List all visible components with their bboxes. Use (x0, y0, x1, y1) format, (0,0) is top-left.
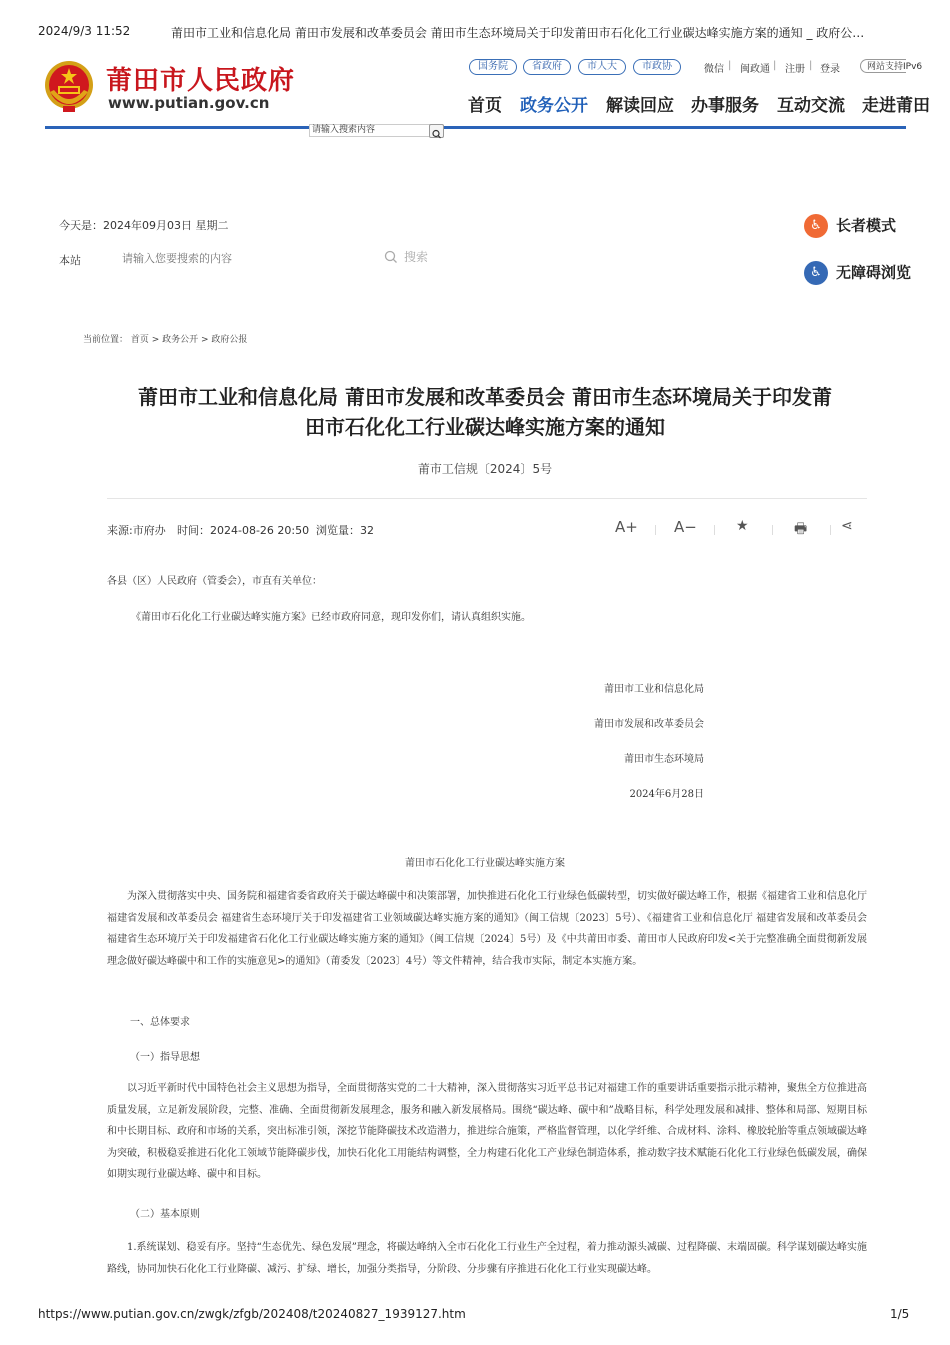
signatory-2: 莆田市发展和改革委员会 (594, 719, 704, 730)
elder-mode-button[interactable] (804, 214, 896, 238)
nav-interpretation[interactable]: 解读回应 (606, 96, 674, 116)
search-icon (384, 250, 398, 264)
minzhengtong-link[interactable]: 闽政通 (740, 64, 770, 75)
print-page-number: 1/5 (890, 1307, 910, 1321)
print-url: https://www.putian.gov.cn/zwgk/zfgb/202408/t20240827_1939127.htm (38, 1307, 466, 1321)
share-icon[interactable]: ⋖ (841, 518, 853, 534)
divider: | (728, 60, 732, 71)
tool-divider (830, 525, 831, 535)
link-city-congress[interactable]: 市人大 (578, 59, 626, 75)
signing-date: 2024年6月28日 (629, 789, 704, 800)
preamble-paragraph: 为深入贯彻落实中央、国务院和福建省委省政府关于碳达峰碳中和决策部署，加快推进石化化工行业绿色低碳转型，切实做好碳达峰工作，根据《福建省工业和信息化厅 福建省发展和改革委员会 福建省生态环境厅关于印发福建省工业领域碳达峰实施方案的通知》（闽工信规〔2023〕5号）、《福建省工业和信息化厅 福建省发展和改革委员会 福建省生态环境厅关于印发福建省石化化工行业碳达峰实施方案的通知》（闽工信规〔2024〕5号）及《中共莆田市委、莆田市人民政府印发<关于完整准确全面贯彻新发展理念做好碳达峰碳中和工作的实施意见>的通知》（莆委发〔2023〕4号）等文件精神，结合我市实际，制定本实施方案。 (107, 891, 867, 967)
signatory-3: 莆田市生态环境局 (624, 754, 704, 765)
link-state-council[interactable]: 国务院 (469, 59, 517, 75)
article-title-line2: 田市石化化工行业碳达峰实施方案的通知 (305, 415, 665, 439)
document-number: 莆市工信规〔2024〕5号 (417, 462, 553, 476)
subsection-heading: （二）基本原则 (130, 1209, 200, 1220)
subsection-heading: （一）指导思想 (130, 1052, 200, 1063)
register-link[interactable]: 注册 (785, 64, 805, 75)
article-title (100, 382, 870, 442)
accessibility-button[interactable] (804, 261, 912, 285)
search-scope-label: 本站 (59, 254, 81, 267)
site-url: www.putian.gov.cn (108, 94, 270, 112)
print-icon[interactable]: 🖶 (794, 521, 808, 537)
article-source: 来源:市府办 (107, 524, 166, 537)
print-datetime: 2024/9/3 11:52 (38, 24, 131, 38)
article-views: 浏览量：32 (316, 524, 374, 537)
font-decrease-button[interactable]: A− (674, 518, 697, 536)
section-heading: 一、总体要求 (130, 1017, 190, 1028)
site-search-input[interactable] (120, 248, 386, 268)
ipv6-badge: 网站支持IPv6 (860, 59, 906, 73)
search-button-label: 搜索 (404, 250, 429, 264)
salutation: 各县（区）人民政府（管委会），市直有关单位： (107, 576, 322, 587)
link-province-gov[interactable]: 省政府 (523, 59, 571, 75)
national-emblem-logo[interactable] (44, 60, 94, 114)
principle-paragraph: 1.系统谋划、稳妥有序。坚持“生态优先、绿色发展”理念，将碳达峰纳入全市石化化工行业生产全过程，着力推动源头减碳、过程降碳、末端固碳。科学谋划碳达峰实施路线，协同加快石化化工行业降碳、减污、扩绿、增长，加强分类指导，分阶段、分步骤有序推进石化化工行业实现碳达峰。 (107, 1242, 867, 1275)
favorite-icon[interactable]: ★ (736, 518, 749, 534)
tool-divider (772, 525, 773, 535)
divider: | (773, 60, 777, 71)
site-name[interactable]: 莆田市人民政府 (106, 66, 296, 96)
guiding-paragraph: 以习近平新时代中国特色社会主义思想为指导，全面贯彻落实党的二十大精神，深入贯彻落实习近平总书记对福建工作的重要讲话重要指示批示精神，聚焦全方位推进高质量发展，立足新发展阶段，完整、准确、全面贯彻新发展理念，服务和融入新发展格局。围绕“碳达峰、碳中和”战略目标，科学处理发展和减排、整体和局部、短期目标和中长期目标、政府和市场的关系，突出标准引领，深挖节能降碳技术改造潜力，推进综合施策，严格监督管理，以化学纤维、合成材料、涂料、橡胶轮胎等重点领域碳达峰为突破，积极稳妥推进石化化工领域节能降碳步伐，加快石化化工用能结构调整，全力构建石化化工产业绿色制造体系，推动数字技术赋能石化化工行业绿色低碳发展，确保如期实现行业碳达峰、碳中和目标。 (107, 1083, 867, 1180)
elder-icon: ♿ (804, 214, 828, 238)
wechat-link[interactable]: 微信 (704, 64, 724, 75)
nav-interaction[interactable]: 互动交流 (777, 96, 845, 116)
nav-gov-affairs[interactable]: 政务公开 (520, 96, 588, 116)
article-title-line1: 莆田市工业和信息化局 莆田市发展和改革委员会 莆田市生态环境局关于印发莆 (138, 385, 832, 409)
divider: | (809, 60, 813, 71)
title-divider (107, 498, 867, 499)
tool-divider (655, 525, 656, 535)
intro-paragraph: 《莆田市石化化工行业碳达峰实施方案》已经市政府同意，现印发你们，请认真组织实施。 (131, 612, 531, 623)
login-link[interactable]: 登录 (820, 64, 840, 75)
plan-title: 莆田市石化化工行业碳达峰实施方案 (405, 858, 565, 869)
search-icon (430, 128, 443, 140)
header-divider (45, 126, 906, 129)
wheelchair-icon: ♿ (804, 261, 828, 285)
print-page-title: 莆田市工业和信息化局 莆田市发展和改革委员会 莆田市生态环境局关于印发莆田市石化化工行业碳达峰实施方案的通知 _ 政府公… (171, 26, 865, 40)
breadcrumb[interactable]: 当前位置： 首页 > 政务公开 > 政府公报 (83, 335, 248, 345)
article-time: 时间：2024-08-26 20:50 (177, 524, 310, 537)
tool-divider (714, 525, 715, 535)
today-date: 今天是：2024年09月03日 星期二 (59, 219, 229, 232)
nav-home[interactable]: 首页 (468, 96, 502, 116)
mini-search-input[interactable]: 请输入搜索内容 (309, 124, 431, 137)
elder-mode-label: 长者模式 (836, 216, 897, 235)
link-city-cppcc[interactable]: 市政协 (633, 59, 681, 75)
mini-search-button[interactable] (429, 124, 444, 138)
site-search-button[interactable] (384, 248, 428, 265)
nav-about-putian[interactable]: 走进莆田 (862, 96, 930, 116)
nav-services[interactable]: 办事服务 (691, 96, 759, 116)
signatory-1: 莆田市工业和信息化局 (604, 684, 704, 695)
accessibility-label: 无障碍浏览 (836, 263, 912, 282)
font-increase-button[interactable]: A+ (615, 518, 638, 536)
